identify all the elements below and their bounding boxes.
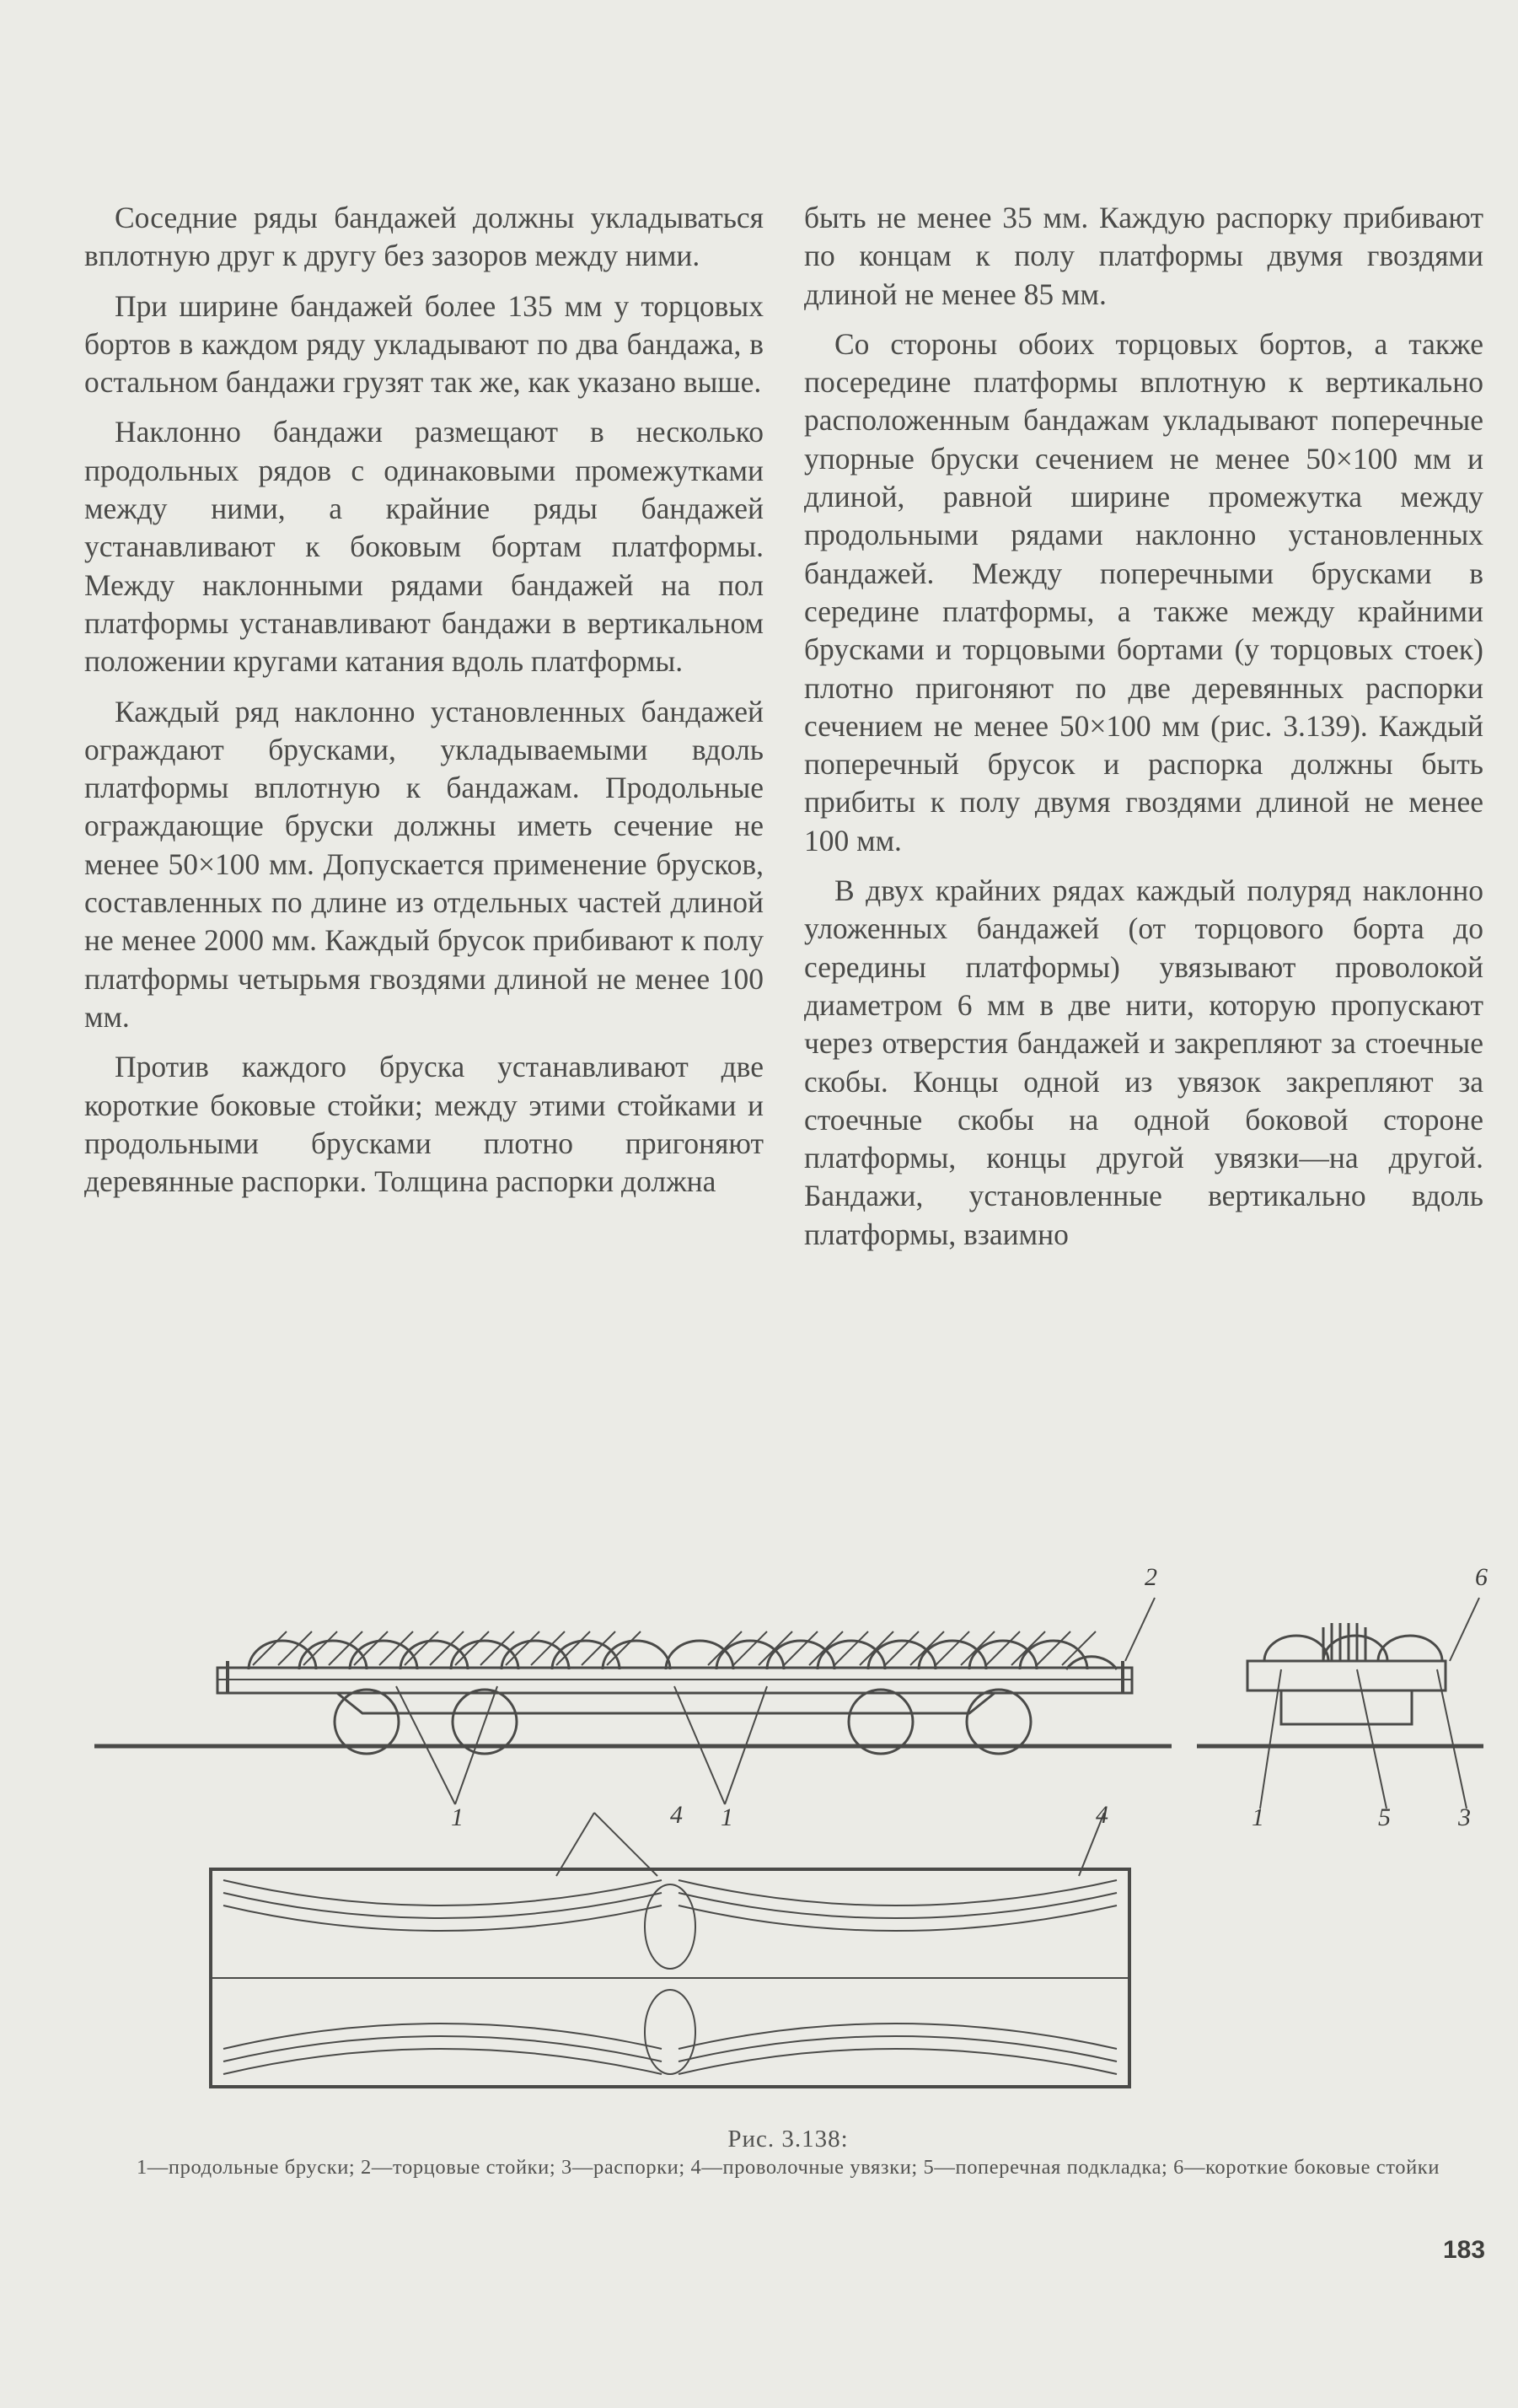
label-2: 2 bbox=[1145, 1563, 1157, 1591]
label-1: 1 bbox=[451, 1803, 464, 1831]
page-number: 183 bbox=[1443, 2236, 1486, 2264]
label-4: 4 bbox=[670, 1801, 683, 1829]
paragraph: быть не менее 35 мм. Каждую распорку прибивают по концам к полу платформы двумя гвоздями длиной не менее 85 мм. bbox=[804, 201, 1483, 311]
label-1: 1 bbox=[721, 1803, 733, 1831]
paragraph: Против каждого бруска устанавливают две короткие боковые стойки; между этими стойками и продольными брусками плотно пригоняют деревянные распорки. Толщина распорки должна bbox=[84, 1050, 764, 1199]
label-5: 5 bbox=[1378, 1803, 1391, 1831]
right-text-column bbox=[804, 199, 1483, 1254]
inclined-tyre-hatching bbox=[253, 1631, 1096, 1665]
paragraph: Наклонно бандажи размещают в несколько продольных рядов с одинаковыми промежутками между ними, а крайние ряды бандажей устанавливают к боковым бортам платформы. Между наклонными рядами бандажей на пол платформы устанавливают бандажи в вертикальном положении кругами катания вдоль платформы. bbox=[84, 415, 764, 679]
label-3: 3 bbox=[1458, 1803, 1471, 1831]
paragraph: При ширине бандажей более 135 мм у торцовых бортов в каждом ряду укладывают по два бандажа, в остальном бандажи грузят так же, как указано выше. bbox=[84, 288, 764, 400]
loading-diagram bbox=[84, 1535, 1517, 2125]
paragraph: Каждый ряд наклонно установленных бандажей ограждают брусками, укладываемыми вдоль платформы вплотную к бандажам. Продольные ограждающие бруски должны иметь сечение не менее 50×100 мм. Допускается применение брусков, составленных по длине из отдельных частей длиной не менее 2000 мм. Каждый брусок прибивают к полу платформы четырьмя гвоздями длиной не менее 100 мм. bbox=[84, 694, 764, 1034]
paragraph: Со стороны обоих торцовых бортов, а также посередине платформы вплотную к вертикально расположенным бандажам укладывают поперечные упорные бруски сечением не менее 50×100 мм и длиной, равной ширине промежутка между продольными рядами наклонно установленных бандажей. Между поперечными брусками в середине платформы, а также между крайними брусками и торцовыми бортами (у торцовых стоек) плотно пригоняют по две деревянных распорки сечением не менее 50×100 мм (рис. 3.139). Каждый поперечный брусок и распорка должны быть прибиты к полу двумя гвоздями длиной не менее 100 мм. bbox=[804, 326, 1483, 857]
caption-legend: 1—продольные бруски; 2—торцовые стойки; 3—распорки; 4—проволочные увязки; 5—поперечная подкладка; 6—короткие боковые стойки bbox=[136, 2156, 1440, 2179]
paragraph: Соседние ряды бандажей должны укладываться вплотную друг к другу без зазоров между ними. bbox=[84, 201, 764, 273]
label-4: 4 bbox=[1096, 1801, 1108, 1829]
figure-caption bbox=[84, 2125, 1492, 2182]
underframe bbox=[337, 1693, 995, 1713]
label-1: 1 bbox=[1252, 1803, 1264, 1831]
end-view-deck bbox=[1247, 1661, 1446, 1690]
left-text-column bbox=[84, 199, 764, 1201]
label-6: 6 bbox=[1475, 1563, 1488, 1591]
caption-title: Рис. 3.138: bbox=[727, 2126, 849, 2153]
paragraph: В двух крайних рядах каждый полуряд наклонно уложенных бандажей (от торцового борта до середины платформы) увязывают проволокой диаметром 6 мм в две нити, которую пропускают через отверстия бандажей и закрепляют за стоечные скобы. Концы одной из увязок закрепляют за стоечные скобы на одной боковой стороне платформы, концы другой увязки—на другой. Бандажи, установленные вертикально вдоль платформы, взаимно bbox=[804, 873, 1483, 1251]
figure-3-138 bbox=[84, 1535, 1517, 2125]
